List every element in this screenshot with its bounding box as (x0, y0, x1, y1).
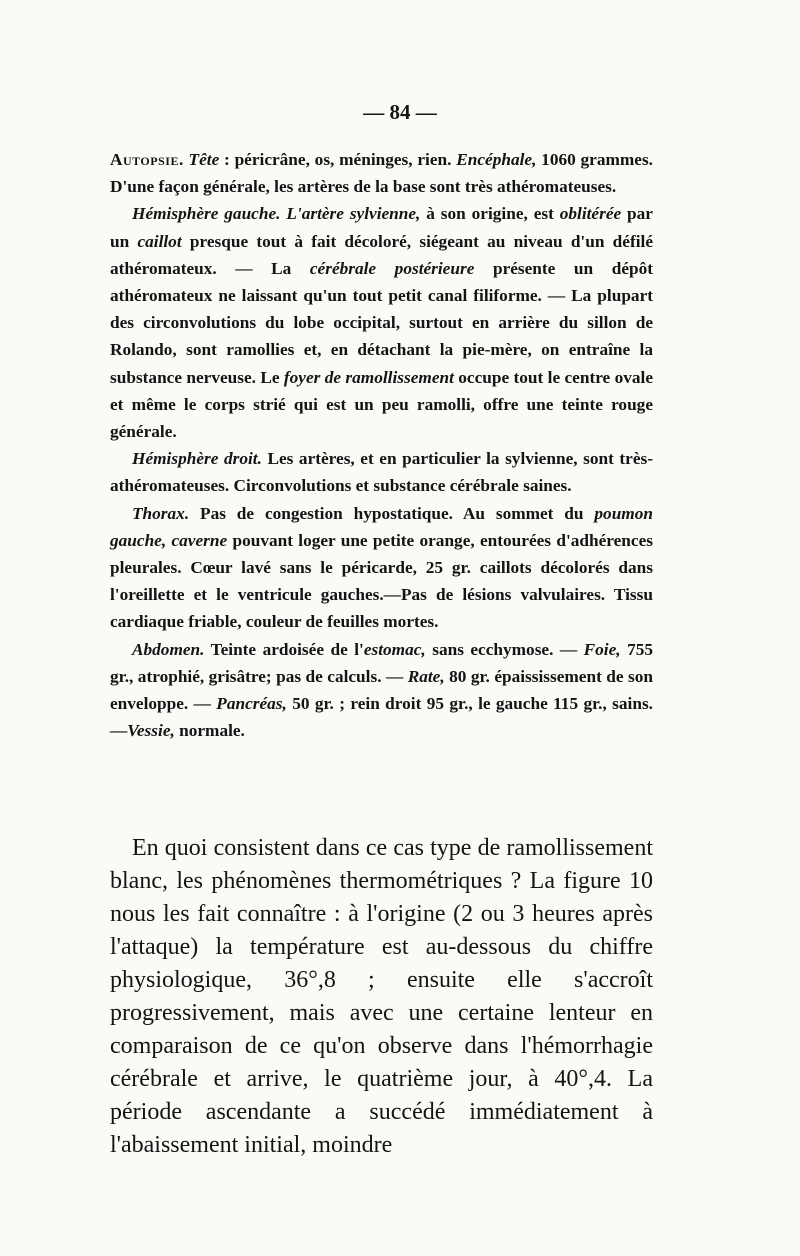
main-text (110, 832, 653, 1162)
hemisphere-gauche-label: Hémisphère gauche. (132, 204, 281, 224)
abdomen-paragraph: Abdomen. Teinte ardoisée de l'estomac, sans ecchymose. — Foie, 755 gr., atrophié, grisâtre; pas de calculs. — Rate, 80 gr. épaississement de son enveloppe. — Pancréas, 50 gr. ; rein droit 95 gr., le gauche 115 gr., sains. —Vessie, normale. (110, 639, 654, 741)
autopsy-notes (110, 146, 653, 744)
main-paragraph: En quoi consistent dans ce cas type de ramollissement blanc, les phénomènes thermométriques ? La figure 10 nous les fait connaître : à l'origine (2 ou 3 heures après l'attaque) la température est au-dessous du chiffre physiologique, 36°,8 ; ensuite elle s'accroît progressivement, mais avec une certaine lenteur en comparaison de ce qu'on observe dans l'hémorrhagie cérébrale et arrive, le quatrième jour, à 40°,4. La période ascendante a succédé immédiatement à l'abaissement initial, moindre (110, 835, 653, 1158)
thorax-paragraph: Thorax. Pas de congestion hypostatique. Au sommet du poumon gauche, caverne pouvant loger une petite orange, entourées d'adhérences pleurales. Cœur lavé sans le péricarde, 25 gr. caillots décolorés dans l'oreillette et le ventricule gauches.—Pas de lésions valvulaires. Tissu cardiaque friable, couleur de feuilles mortes. (110, 503, 653, 632)
autopsie-label: Autopsie. (110, 150, 184, 169)
page-number: — 84 — (363, 100, 437, 124)
tete-label: Tête (188, 150, 220, 169)
encephale-label: Encéphale, (456, 150, 537, 169)
hemisphere-gauche-paragraph: Hémisphère gauche. L'artère sylvienne, à son origine, est oblitérée par un caillot presque tout à fait décoloré, siégeant au niveau d'un défilé athéromateux. — La cérébrale postérieure présente un dépôt athéromateux ne laissant qu'un tout petit canal filiforme. — La plupart des circonvolutions du lobe occipital, surtout en arrière du sillon de Rolando, sont ramollies et, en détachant la pie-mère, on entraîne la substance nerveuse. Le foyer de ramollissement occupe tout le centre ovale et même le corps strié qui est un peu ramolli, offre une teinte rouge générale. (110, 204, 653, 442)
hemisphere-droit-paragraph: Hémisphère droit. Les artères, et en particulier la sylvienne, sont très-athéromateuses. Circonvolutions et substance cérébrale saines. (110, 449, 653, 496)
autopsie-paragraph: Autopsie. Tête : péricrâne, os, méninges, rien. Encéphale, 1060 grammes. D'une façon générale, les artères de la base sont très athéromateuses. (110, 150, 653, 197)
hemisphere-droit-label: Hémisphère droit. (132, 449, 262, 469)
abdomen-label: Abdomen. (132, 639, 205, 659)
thorax-label: Thorax. (132, 503, 190, 523)
